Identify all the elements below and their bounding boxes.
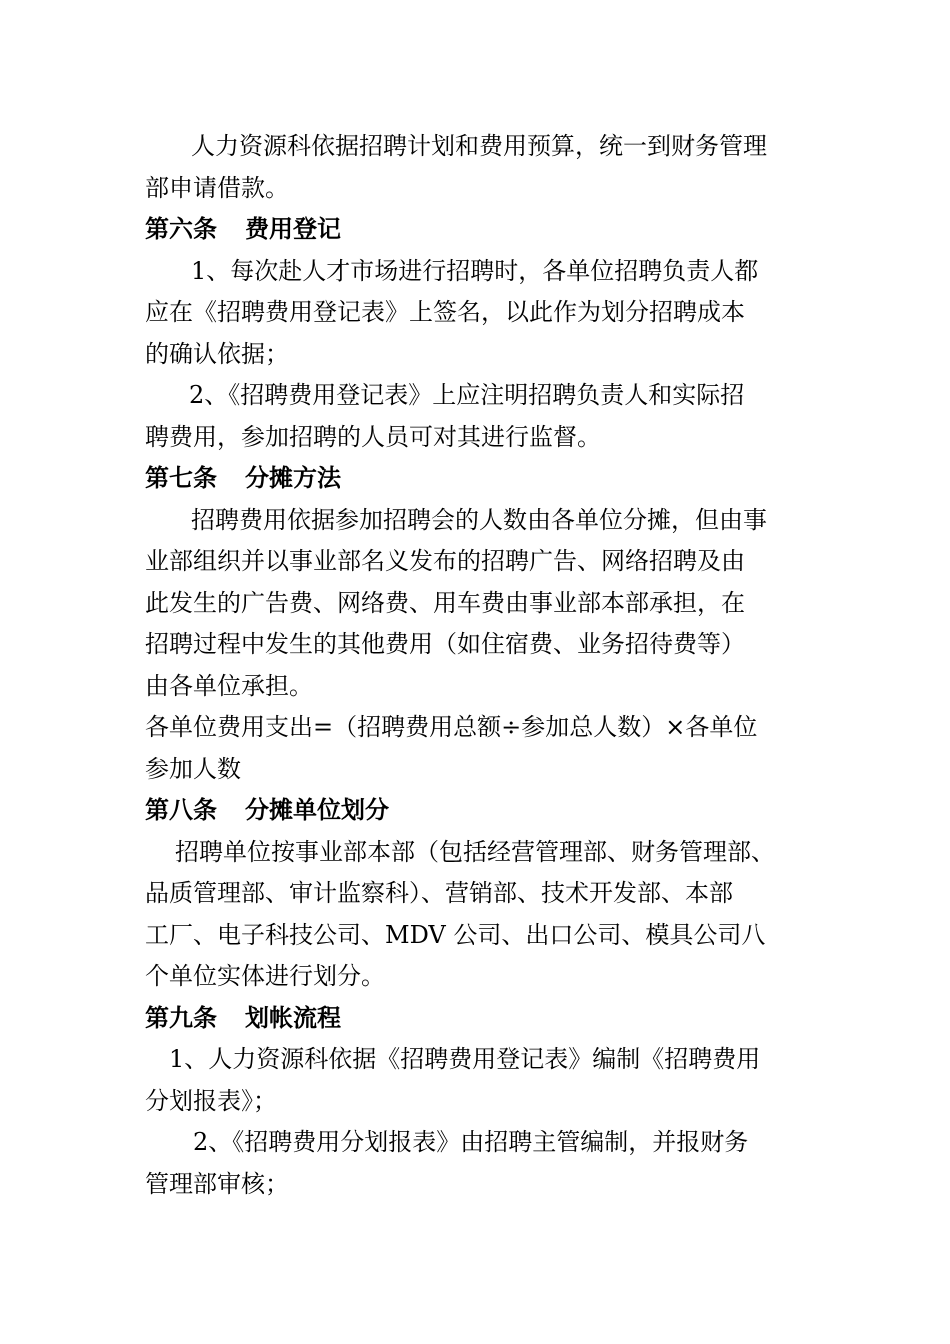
article-9-number: 第九条 [145, 1003, 217, 1032]
article-6-heading [145, 209, 820, 251]
article-6-item-2-line-1: 2、《招聘费用登记表》上应注明招聘负责人和实际招 [189, 381, 745, 409]
article-6-item-2-line-2: 聘费用，参加招聘的人员可对其进行监督。 [145, 422, 601, 451]
article-9-item-2-line-1: 2、《招聘费用分划报表》由招聘主管编制，并报财务 [193, 1128, 749, 1156]
article-9-item-1-line-2: 分划报表》； [145, 1086, 277, 1115]
article-8-title: 分摊单位划分 [245, 796, 389, 824]
document-page [145, 126, 820, 1205]
article-8-paragraph-line-1: 招聘单位按事业部本部（包括经营管理部、财务管理部、 [175, 837, 775, 866]
article-6-number: 第六条 [145, 215, 217, 243]
article-8-heading [145, 790, 820, 832]
article-8-number: 第八条 [145, 796, 217, 824]
article-7-paragraph-line-1: 招聘费用依据参加招聘会的人数由各单位分摊，但由事 [191, 505, 767, 534]
article-7-formula-line-1: 各单位费用支出=（招聘费用总额÷参加总人数）×各单位 [145, 713, 758, 741]
article-7-heading [145, 458, 820, 500]
article-7-paragraph-line-5: 由各单位承担。 [145, 671, 313, 700]
article-6-item-1-line-2: 应在《招聘费用登记表》上签名，以此作为划分招聘成本 [145, 298, 745, 326]
article-7-paragraph-line-3: 此发生的广告费、网络费、用车费由事业部本部承担，在 [145, 588, 745, 617]
article-6-item-1-line-3: 的确认依据； [145, 339, 289, 368]
article-8-paragraph-line-4: 个单位实体进行划分。 [145, 962, 385, 990]
article-6-item-1-line-1: 1、每次赴人才市场进行招聘时，各单位招聘负责人都 [191, 256, 759, 285]
article-9-item-2-line-2: 管理部审核； [145, 1169, 289, 1198]
article-7-formula-line-2: 参加人数 [145, 754, 241, 783]
article-9-title: 划帐流程 [245, 1003, 341, 1032]
intro-line-2: 部申请借款。 [145, 173, 289, 202]
article-7-title: 分摊方法 [245, 464, 341, 492]
article-6-title: 费用登记 [245, 215, 341, 243]
article-8-paragraph-line-3: 工厂、电子科技公司、MDV 公司、出口公司、模具公司八 [145, 920, 766, 949]
article-7-paragraph-line-4: 招聘过程中发生的其他费用（如住宿费、业务招待费等） [145, 630, 745, 658]
intro-line-1: 人力资源科依据招聘计划和费用预算，统一到财务管理 [191, 132, 767, 160]
article-9-item-1-line-1: 1、人力资源科依据《招聘费用登记表》编制《招聘费用 [169, 1045, 761, 1073]
article-9-heading [145, 998, 820, 1040]
article-7-number: 第七条 [145, 464, 217, 492]
article-8-paragraph-line-2: 品质管理部、审计监察科）、营销部、技术开发部、本部 [145, 879, 733, 907]
article-7-paragraph-line-2: 业部组织并以事业部名义发布的招聘广告、网络招聘及由 [145, 547, 745, 575]
